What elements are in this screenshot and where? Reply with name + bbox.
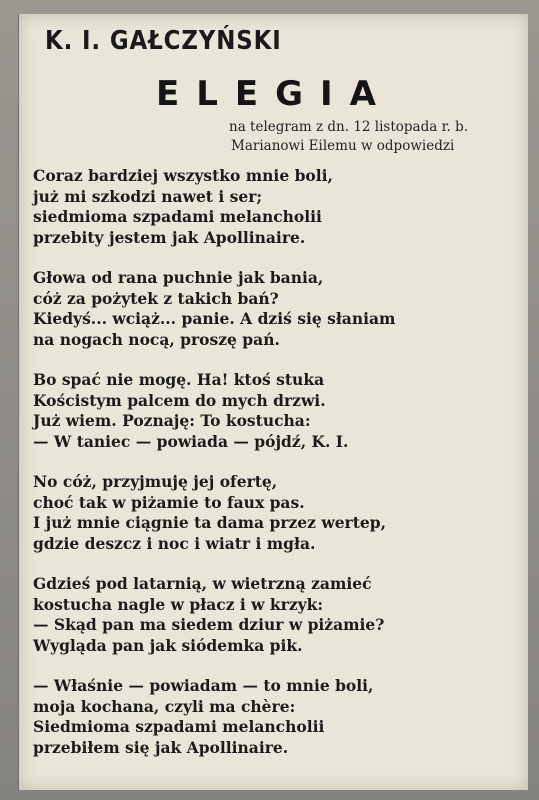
poem-line: Kościstym palcem do mych drzwi. — [33, 390, 326, 410]
stanza — [33, 472, 513, 554]
poem-line: przebity jestem jak Apollinaire. — [33, 227, 306, 247]
poem-body — [33, 166, 513, 778]
poem-line: Już wiem. Poznaję: To kostucha: — [33, 411, 311, 430]
poem-line: siedmioma szpadami melancholii — [33, 207, 322, 226]
author-name: K. I. GAŁCZYŃSKI — [45, 26, 282, 56]
poem-line: No cóż, przyjmuję jej ofertę, — [33, 472, 278, 491]
poem-line: już mi szkodzi nawet i ser; — [33, 186, 263, 206]
dedication-line: Marianowi Eilemu w odpowiedzi — [231, 138, 455, 154]
poem-line: Gdzieś pod latarnią, w wietrzną zamieć — [33, 574, 372, 593]
poem-line: kostucha nagle w płacz i w krzyk: — [33, 594, 324, 614]
poem-line: — Właśnie — powiadam — to mnie boli, — [33, 676, 374, 695]
poem-line: na nogach nocą, proszę pań. — [33, 329, 280, 349]
poem-line: Kiedyś... wciąż... panie. A dziś się słaniam — [33, 309, 396, 328]
poem-line: choć tak w piżamie to faux pas. — [33, 492, 305, 512]
poem-line: I już mnie ciągnie ta dama przez wertep, — [33, 513, 386, 532]
dedication — [229, 118, 519, 156]
poem-line: gdzie deszcz i noc i wiatr i mgła. — [33, 533, 316, 553]
stanza — [33, 574, 513, 656]
poem-line: Wygląda pan jak siódemka pik. — [33, 635, 303, 655]
stanza — [33, 166, 513, 248]
poem-title: ELEGIA — [156, 74, 393, 114]
poem-line: cóż za pożytek z takich bań? — [33, 288, 279, 308]
poem-line: Głowa od rana puchnie jak bania, — [33, 268, 324, 287]
stanza — [33, 676, 513, 758]
poem-line: moja kochana, czyli ma chère: — [33, 696, 296, 716]
poem-line: przebiłem się jak Apollinaire. — [33, 737, 289, 757]
stanza — [33, 370, 513, 452]
poem-line: — W taniec — powiada — pójdź, K. I. — [33, 431, 349, 451]
poem-line: Siedmioma szpadami melancholii — [33, 717, 325, 736]
poem-line: Bo spać nie mogę. Ha! ktoś stuka — [33, 370, 325, 389]
newspaper-clipping — [18, 14, 528, 790]
stanza — [33, 268, 513, 350]
poem-line: Coraz bardziej wszystko mnie boli, — [33, 166, 333, 185]
dedication-line: na telegram z dn. 12 listopada r. b. — [229, 119, 469, 135]
poem-line: — Skąd pan ma siedem dziur w piżamie? — [33, 615, 385, 634]
